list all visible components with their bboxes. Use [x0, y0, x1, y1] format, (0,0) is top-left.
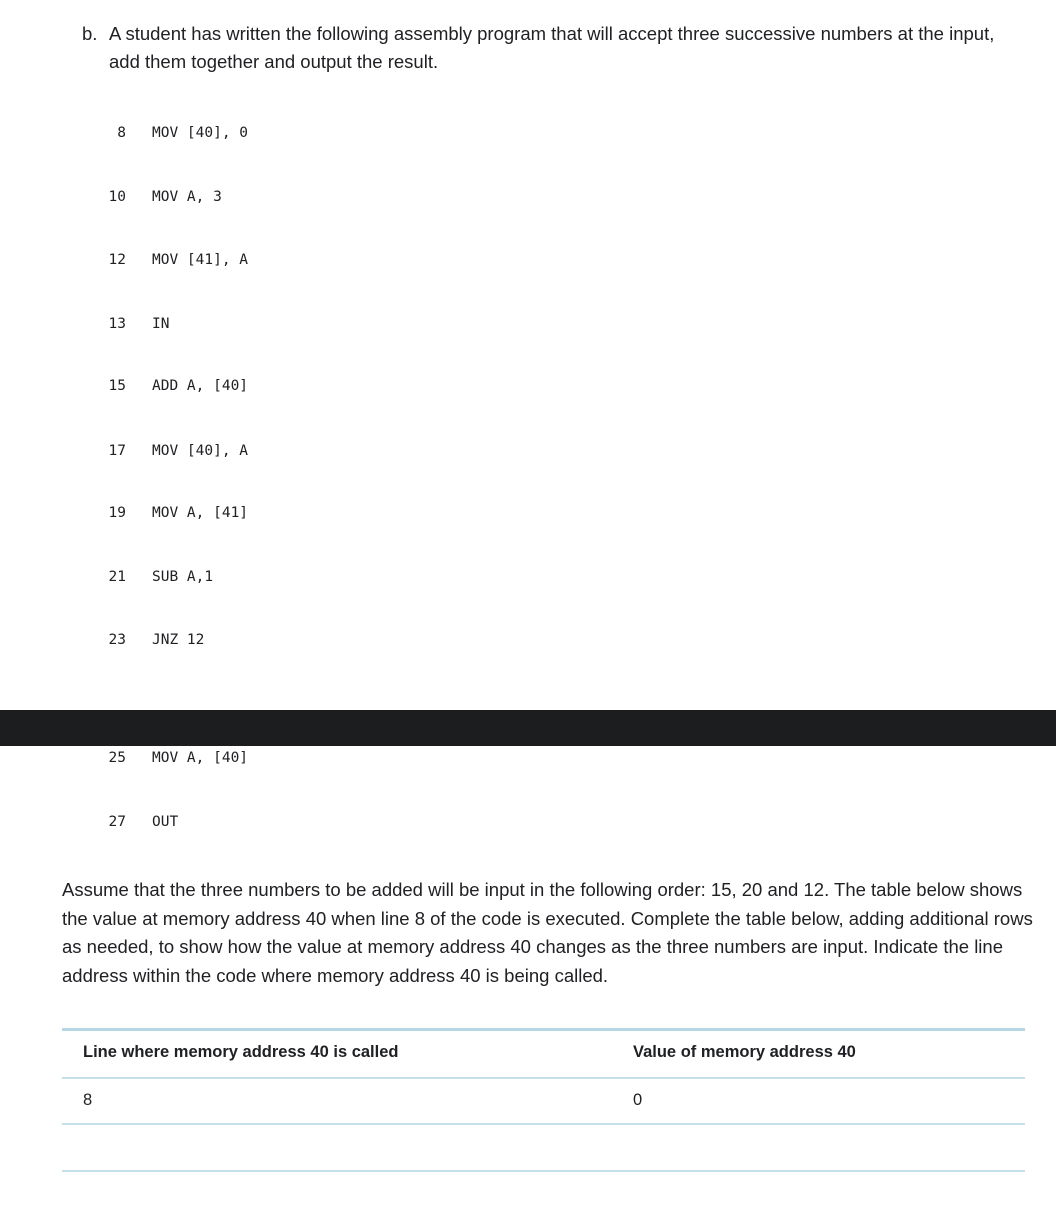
line-number: 8: [117, 125, 126, 141]
page-break-bar: [0, 710, 1056, 746]
table-top-rule: [62, 1028, 1025, 1031]
instruction: MOV A, 3: [152, 189, 222, 205]
line-number: 15: [108, 378, 126, 394]
question-b: [82, 20, 1002, 76]
instructions-paragraph: Assume that the three numbers to be added will be input in the following order: 15, 20 and 12. The table below shows the value at memory address 40 when line 8 of the code is executed. Complete the table below, adding additional rows as needed, to show how the value at memory address 40 changes as the three numbers are input. Indicate the line address within the code where memory address 40 is being called.: [62, 879, 1033, 987]
table-row-rule: [62, 1123, 1025, 1125]
column-header-value: Value of memory address 40: [633, 1043, 856, 1061]
instruction: MOV [40], 0: [152, 125, 249, 141]
instruction: MOV A, [41]: [152, 505, 249, 521]
instruction: MOV [41], A: [152, 252, 249, 268]
line-number: 27: [108, 814, 126, 830]
question-marker: b.: [82, 23, 98, 44]
line-number: 25: [108, 750, 126, 766]
instruction: ADD A, [40]: [152, 378, 249, 394]
cell-line: 8: [83, 1091, 93, 1109]
table-header-rule: [62, 1077, 1025, 1079]
line-number: 23: [108, 632, 126, 648]
instruction: MOV A, [40]: [152, 750, 249, 766]
instruction: MOV [40], A: [152, 443, 249, 459]
cell-value: 0: [633, 1091, 643, 1109]
instruction: SUB A,1: [152, 569, 214, 585]
instruction: JNZ 12: [152, 632, 205, 648]
line-number: 13: [108, 316, 126, 332]
line-number: 17: [108, 443, 126, 459]
line-number: 19: [108, 505, 126, 521]
line-number: 12: [108, 252, 126, 268]
instruction: IN: [152, 316, 170, 332]
table-bottom-rule: [62, 1170, 1025, 1172]
instruction: OUT: [152, 814, 179, 830]
question-text: A student has written the following assembly program that will accept three successive numbers at the input, add them together and output the result.: [109, 23, 995, 72]
column-header-line: Line where memory address 40 is called: [83, 1043, 399, 1061]
line-number: 21: [108, 569, 126, 585]
line-number: 10: [108, 189, 126, 205]
